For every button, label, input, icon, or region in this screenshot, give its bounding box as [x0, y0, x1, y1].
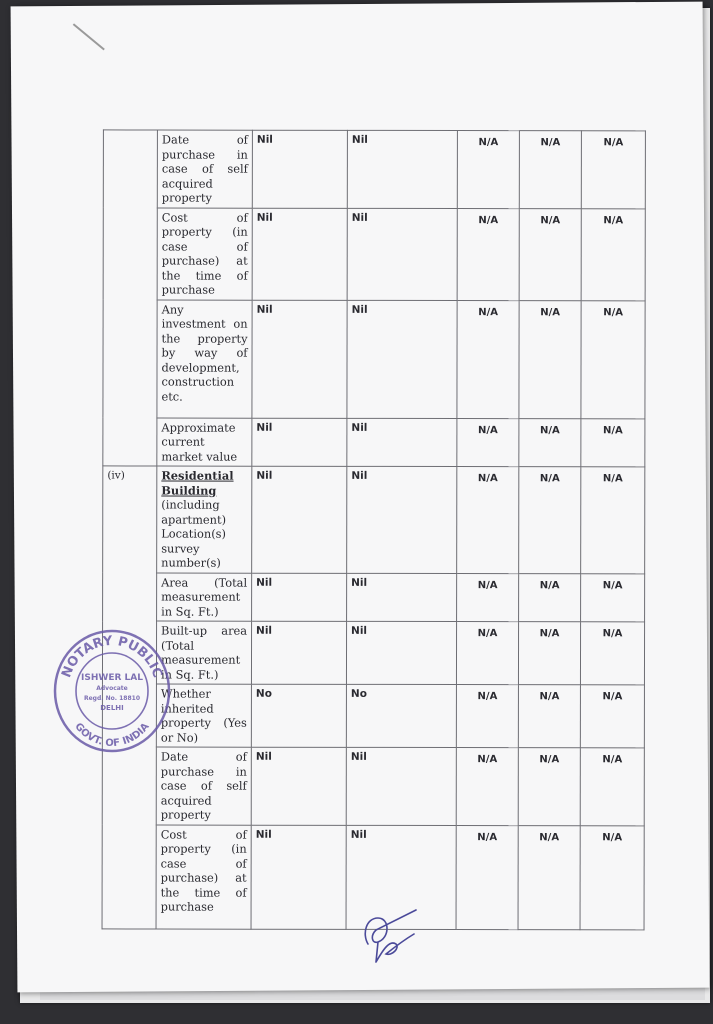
table-row [102, 621, 644, 685]
table-row [103, 572, 645, 621]
table-row [102, 684, 644, 748]
value-cell: N/A [580, 748, 644, 826]
section-heading: Residential Building [161, 468, 234, 498]
value-cell: Nil [347, 418, 457, 467]
value-cell: Nil [252, 466, 347, 573]
value-cell: N/A [457, 467, 519, 574]
value-cell: No [251, 684, 346, 747]
value-cell: N/A [518, 622, 580, 685]
value-cell: N/A [456, 825, 518, 929]
value-cell: N/A [581, 418, 645, 467]
value-cell: N/A [457, 131, 519, 209]
value-cell: N/A [518, 748, 580, 826]
value-cell: N/A [519, 208, 581, 300]
value-cell: Nil [252, 300, 347, 418]
table-row [103, 417, 645, 466]
serial-cell [103, 130, 158, 466]
value-cell: N/A [581, 467, 645, 574]
table-row [103, 466, 645, 573]
value-cell: N/A [456, 622, 518, 685]
value-cell: N/A [457, 418, 519, 467]
description-text: (including apartment) Location(s) survey number(s) [161, 497, 227, 570]
table-row [103, 207, 645, 300]
description-cell [157, 466, 252, 573]
value-cell: Nil [347, 208, 457, 300]
table-row [102, 747, 644, 825]
value-cell: N/A [519, 131, 581, 209]
value-cell: Nil [251, 621, 346, 684]
value-cell: Nil [346, 621, 456, 684]
value-cell: Nil [252, 418, 347, 467]
value-cell: N/A [457, 208, 519, 300]
value-cell: N/A [519, 467, 581, 574]
assets-table [102, 129, 646, 929]
description-cell: Whether inherited property (Yes or No) [156, 684, 251, 747]
value-cell: N/A [580, 825, 644, 929]
value-cell: N/A [581, 573, 645, 622]
value-cell: Nil [347, 130, 457, 208]
description-cell: Date of purchase in case of self acquired property [156, 747, 251, 825]
description-cell: Area (Total measurement in Sq. Ft.) [157, 573, 252, 622]
value-cell: Nil [251, 825, 346, 929]
description-cell: Cost of property (in case of purchase) at the time of purchase [156, 825, 251, 929]
stamp-name: ISHWER LAL [81, 673, 143, 683]
table-row [103, 299, 645, 418]
value-cell: N/A [519, 300, 581, 418]
value-cell: N/A [518, 825, 580, 929]
stamp-top-text: NOTARY PUBLIC [59, 633, 165, 680]
stamp-bottom-text: GOVT. OF INDIA [72, 721, 152, 750]
document-page [11, 2, 710, 993]
value-cell: Nil [252, 130, 347, 208]
value-cell: N/A [581, 208, 645, 300]
value-cell: Nil [347, 300, 457, 418]
value-cell: N/A [581, 300, 645, 418]
value-cell: N/A [580, 685, 644, 748]
value-cell: N/A [457, 300, 519, 418]
stamp-line2: Advocate [96, 685, 128, 692]
stamp-line3: Regd. No. 18810 [83, 695, 141, 702]
signature [356, 904, 422, 966]
serial-cell: (iv) [102, 466, 157, 929]
value-cell: N/A [580, 622, 644, 685]
description-cell: Any investment on the property by way of development, construction etc. [157, 300, 252, 418]
value-cell: Nil [252, 573, 347, 622]
value-cell: Nil [346, 747, 456, 825]
stamp-line4: DELHI [100, 704, 124, 712]
punch-hole-mark [73, 23, 105, 50]
value-cell: N/A [581, 131, 645, 209]
notary-stamp [52, 628, 172, 754]
description-cell: Approximate current market value [157, 418, 252, 467]
description-cell: Built-up area (Total measurement in Sq. Ft.) [156, 621, 251, 684]
description-cell: Cost of property (in case of purchase) at the time of purchase [157, 208, 252, 300]
value-cell: N/A [519, 573, 581, 622]
table-row [103, 130, 645, 208]
description-cell: Date of purchase in case of self acquired property [157, 130, 252, 208]
value-cell: Nil [347, 573, 457, 622]
value-cell: N/A [457, 573, 519, 622]
value-cell: N/A [518, 685, 580, 748]
value-cell: Nil [251, 747, 346, 825]
value-cell: N/A [519, 418, 581, 467]
value-cell: N/A [456, 748, 518, 826]
value-cell: N/A [456, 685, 518, 748]
value-cell: No [346, 684, 456, 747]
value-cell: Nil [346, 825, 456, 929]
value-cell: Nil [347, 466, 457, 573]
value-cell: Nil [252, 208, 347, 300]
